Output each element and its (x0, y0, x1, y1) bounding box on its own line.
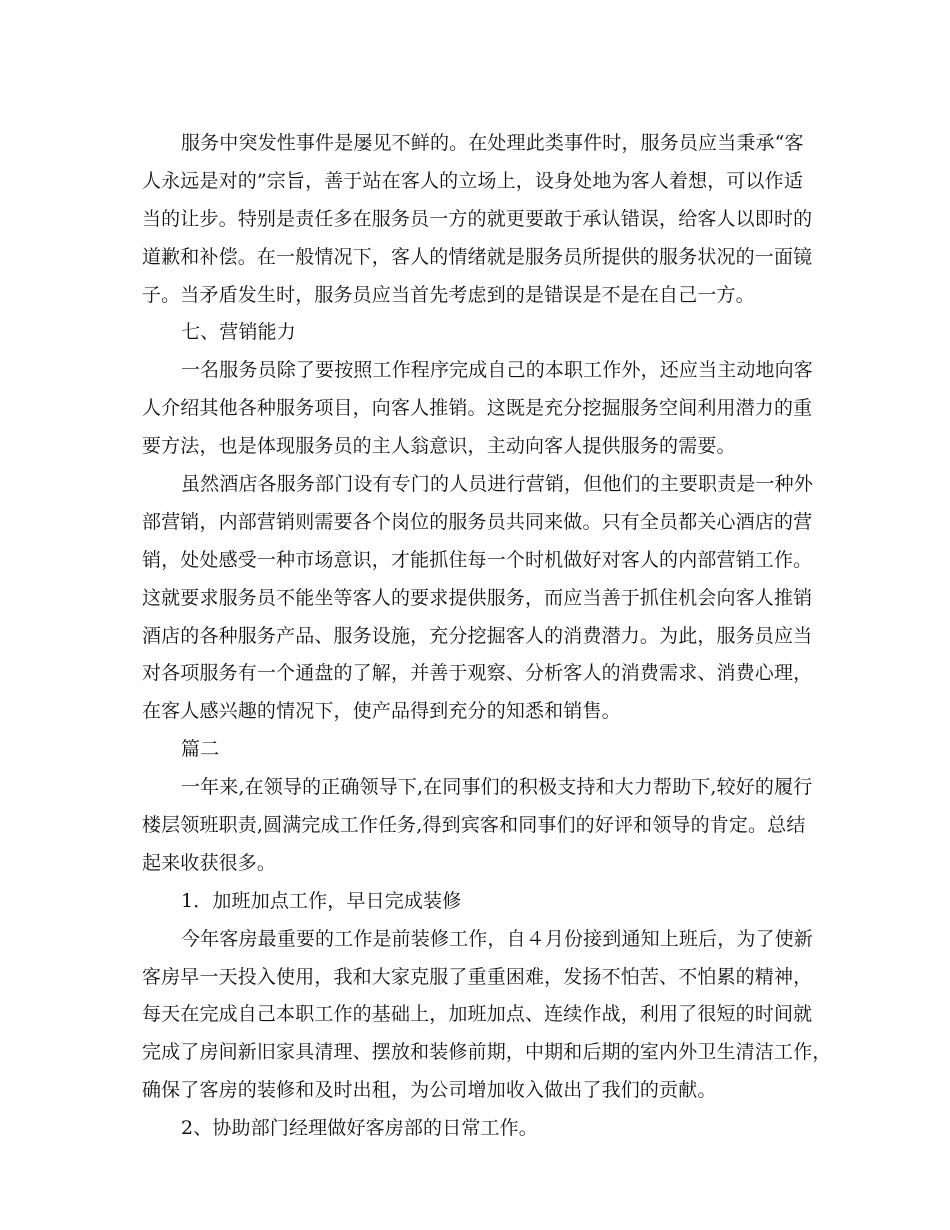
text-line: 虽然酒店各服务部门设有专门的人员进行营销，但他们的主要职责是一种外 (181, 473, 813, 496)
text-line: 每天在完成自己本职工作的基础上，加班加点、连续作战，利用了很短的时间就 (142, 1003, 813, 1026)
text-line: 要方法，也是体现服务员的主人翁意识，主动向客人提供服务的需要。 (142, 435, 736, 458)
section-heading: 七、营销能力 (181, 321, 296, 344)
text-line: 完成了房间新旧家具清理、摆放和装修前期，中期和后期的室内外卫生清洁工作， (142, 1041, 832, 1064)
text-line: 当的让步。特别是责任多在服务员一方的就更要敢于承认错误，给客人以即时的 (142, 207, 813, 230)
document-body (142, 125, 832, 1148)
text-line: 确保了客房的装修和及时出租，为公司增加收入做出了我们的贡献。 (142, 1079, 717, 1102)
subsection-heading: 1．加班加点工作，早日完成装修 (181, 889, 462, 912)
text-line: 一年来,在领导的正确领导下,在同事们的积极支持和大力帮助下,较好的履行 (181, 776, 813, 799)
text-line: 对各项服务有一个通盘的了解，并善于观察、分析客人的消费需求、消费心理， (142, 662, 813, 685)
text-line: 人永远是对的”宗旨，善于站在客人的立场上，设身处地为客人着想，可以作适 (142, 169, 803, 192)
text-line: 今年客房最重要的工作是前装修工作，自４月份接到通知上班后，为了使新 (181, 927, 813, 950)
text-line: 在客人感兴趣的情况下，使产品得到充分的知悉和销售。 (142, 700, 621, 723)
text-line: 服务中突发性事件是屡见不鲜的。在处理此类事件时，服务员应当秉承“客 (181, 132, 804, 154)
text-line: 客房早一天投入使用，我和大家克服了重重困难，发扬不怕苦、不怕累的精神， (142, 965, 813, 988)
text-line: 人介绍其他各种服务项目，向客人推销。这既是充分挖掘服务空间利用潜力的重 (142, 397, 813, 420)
text-line: 部营销，内部营销则需要各个岗位的服务员共同来做。只有全员都关心酒店的营 (142, 510, 813, 533)
text-line: 道歉和补偿。在一般情况下，客人的情绪就是服务员所提供的服务状况的一面镜 (142, 245, 813, 268)
section-heading: 篇二 (181, 738, 220, 761)
text-line: 一名服务员除了要按照工作程序完成自己的本职工作外，还应当主动地向客 (181, 359, 813, 382)
text-line: 这就要求服务员不能坐等客人的要求提供服务，而应当善于抓住机会向客人推销 (142, 586, 813, 609)
text-line: 起来收获很多。 (142, 851, 277, 874)
text-line: 酒店的各种服务产品、服务设施，充分挖掘客人的消费潜力。为此，服务员应当 (142, 624, 813, 647)
subsection-heading: 2、协助部门经理做好客房部的日常工作。 (181, 1117, 538, 1140)
text-line: 子。当矛盾发生时，服务员应当首先考虑到的是错误是不是在自己一方。 (142, 283, 755, 306)
text-line: 楼层领班职责,圆满完成工作任务,得到宾客和同事们的好评和领导的肯定。总结 (142, 814, 806, 837)
text-line: 销，处处感受一种市场意识，才能抓住每一个时机做好对客人的内部营销工作。 (142, 548, 813, 571)
